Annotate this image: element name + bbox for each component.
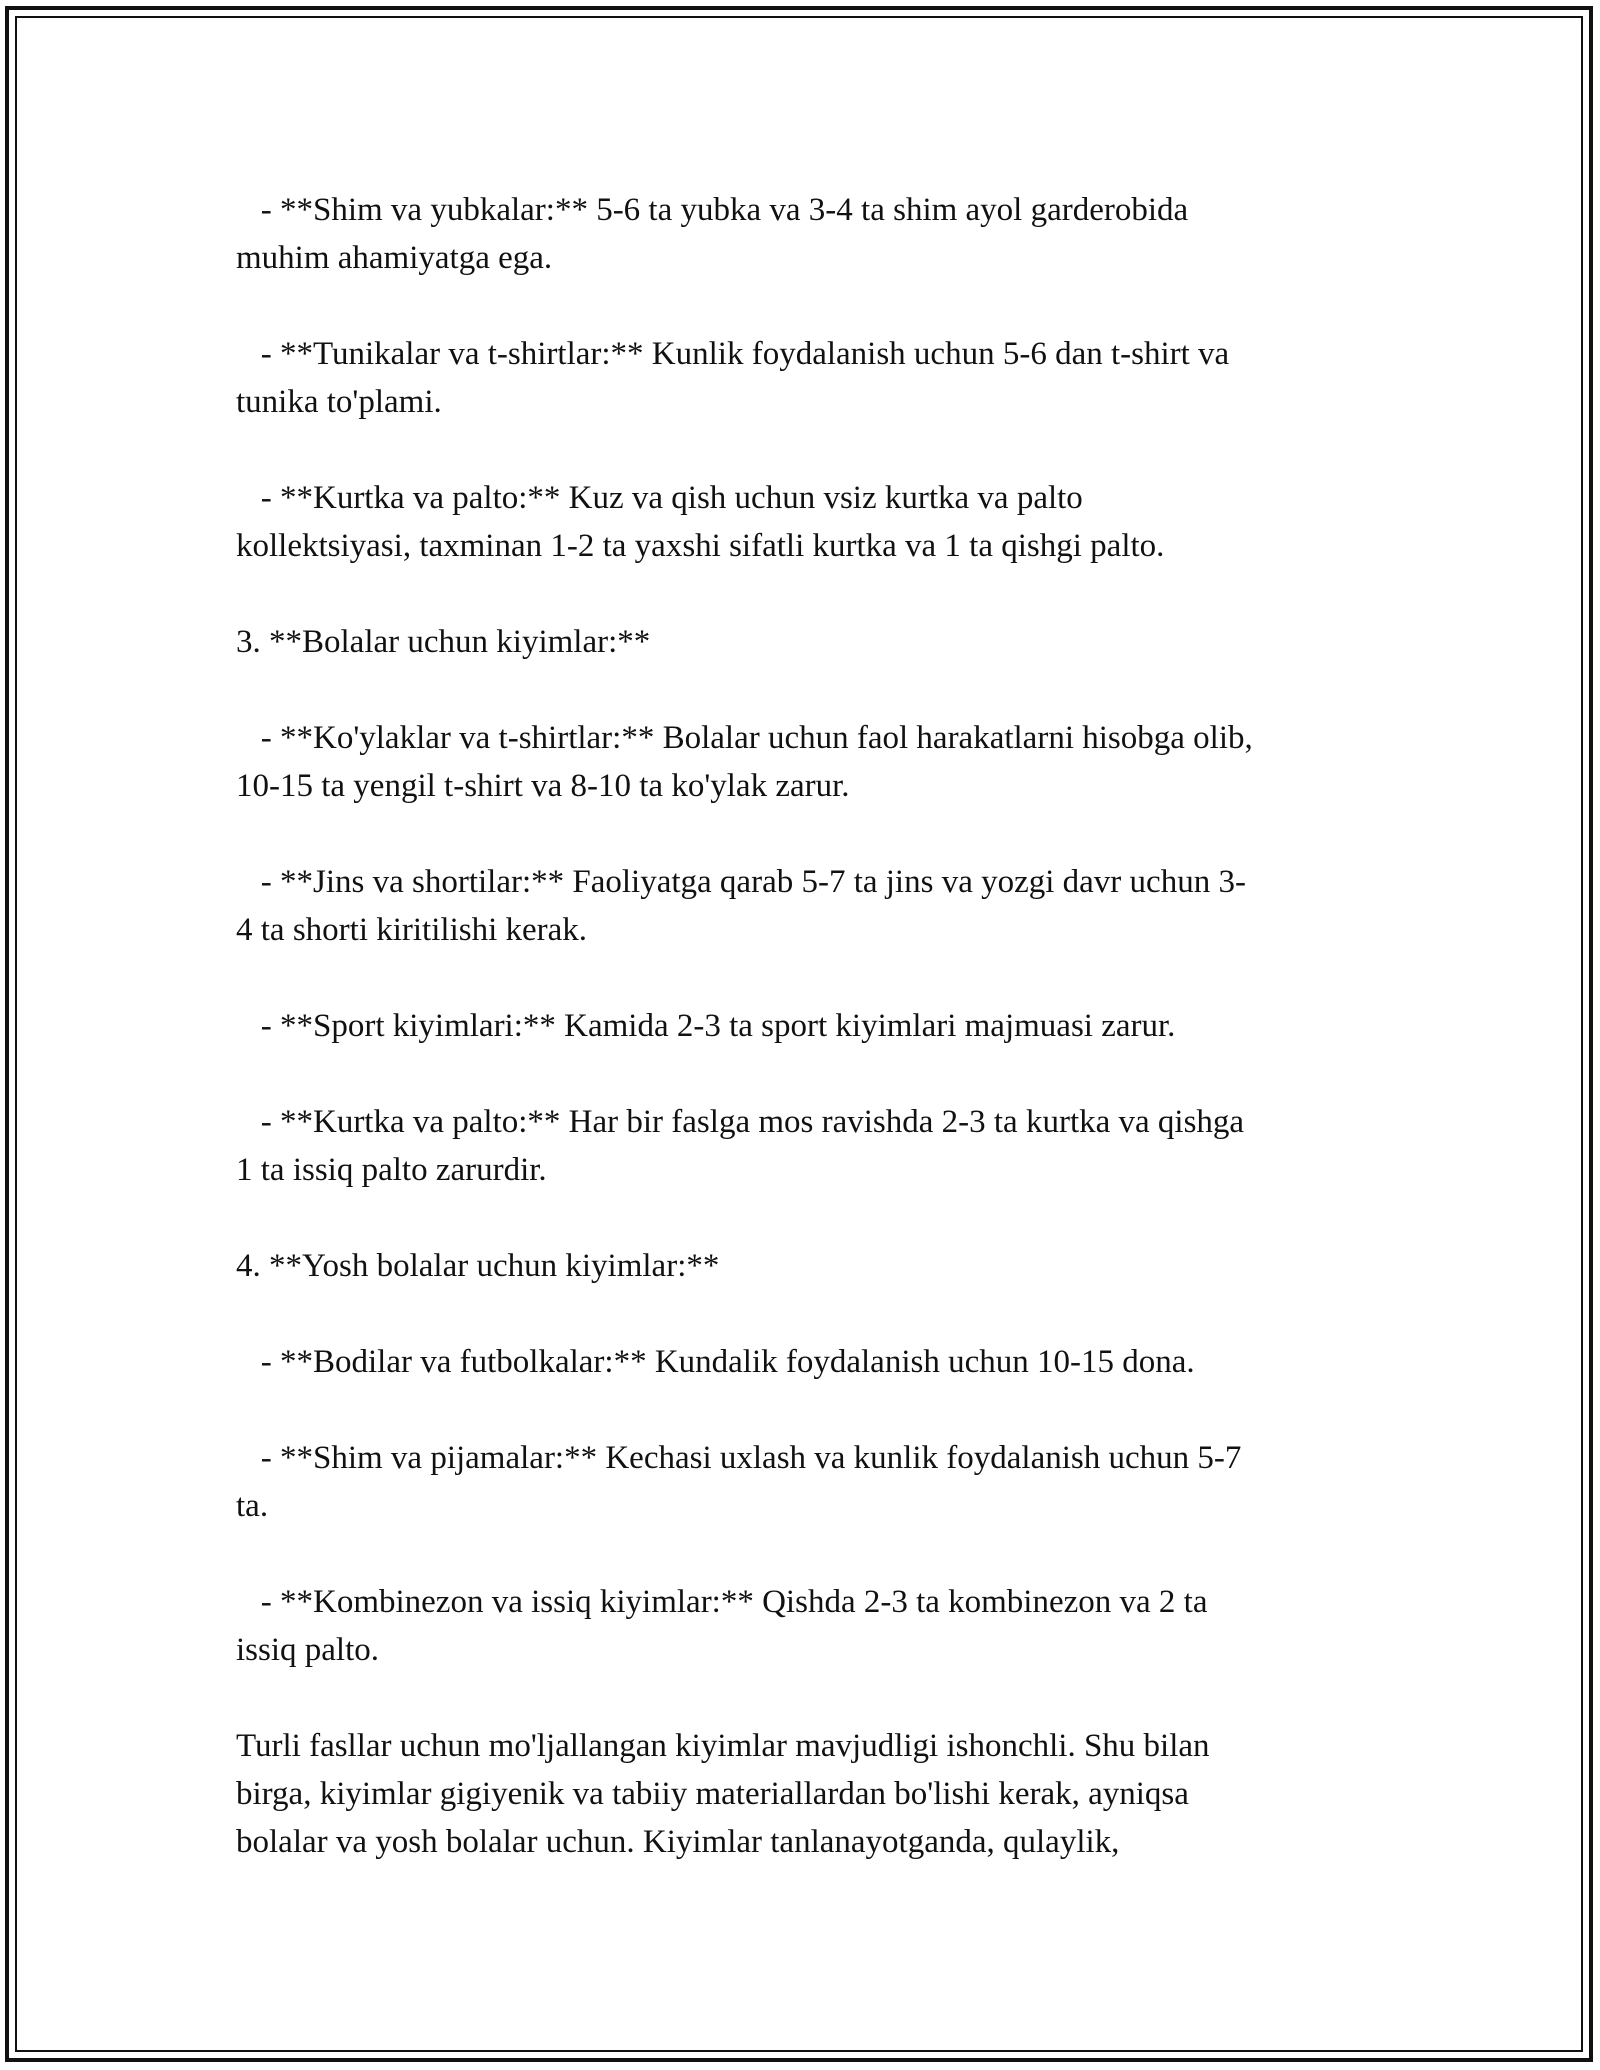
section-heading-yosh-bolalar: 4. **Yosh bolalar uchun kiyimlar:**	[236, 1248, 720, 1284]
paragraph-kurtka-palto-bolalar: - **Kurtka va palto:** Har bir faslga mos ravishda 2-3 ta kurtka va qishga 1 ta issiq palto zarurdir.	[236, 1104, 1245, 1188]
paragraph-bodilar: - **Bodilar va futbolkalar:** Kundalik foydalanish uchun 10-15 dona.	[236, 1344, 1195, 1380]
paragraph-kurtka-palto-ayollar: - **Kurtka va palto:** Kuz va qish uchun vsiz kurtka va palto kollektsiyasi, taxminan 1-2 ta yaxshi sifatli kurtka va 1 ta qishgi palto.	[236, 480, 1165, 564]
paragraph-shim-pijamalar: - **Shim va pijamalar:** Kechasi uxlash va kunlik foydalanish uchun 5-7 ta.	[236, 1440, 1242, 1524]
paragraph-sport-kiyimlari: - **Sport kiyimlari:** Kamida 2-3 ta sport kiyimlari majmuasi zarur.	[236, 1008, 1176, 1044]
document-body	[236, 186, 1376, 1866]
paragraph-tunikalar: - **Tunikalar va t-shirtlar:** Kunlik foydalanish uchun 5-6 dan t-shirt va tunika to'plami.	[236, 336, 1230, 420]
paragraph-jins-shortilar: - **Jins va shortilar:** Faoliyatga qarab 5-7 ta jins va yozgi davr uchun 3- 4 ta shorti kiritilishi kerak.	[236, 864, 1246, 948]
paragraph-kombinezon: - **Kombinezon va issiq kiyimlar:** Qishda 2-3 ta kombinezon va 2 ta issiq palto.	[236, 1584, 1208, 1668]
paragraph-koylaklar: - **Ko'ylaklar va t-shirtlar:** Bolalar uchun faol harakatlarni hisobga olib, 10-15 ta yengil t-shirt va 8-10 ta ko'ylak zarur.	[236, 720, 1253, 804]
paragraph-shim-yubkalar: - **Shim va yubkalar:** 5-6 ta yubka va 3-4 ta shim ayol garderobida muhim ahamiyatga ega.	[236, 192, 1189, 276]
paragraph-closing: Turli fasllar uchun mo'ljallangan kiyimlar mavjudligi ishonchli. Shu bilan birga, kiyimlar gigiyenik va tabiiy materiallardan bo'lishi kerak, ayniqsa bolalar va yosh bolalar uchun. Kiyimlar tanlanayotganda, qulaylik,	[236, 1728, 1210, 1860]
section-heading-bolalar: 3. **Bolalar uchun kiyimlar:**	[236, 624, 651, 660]
